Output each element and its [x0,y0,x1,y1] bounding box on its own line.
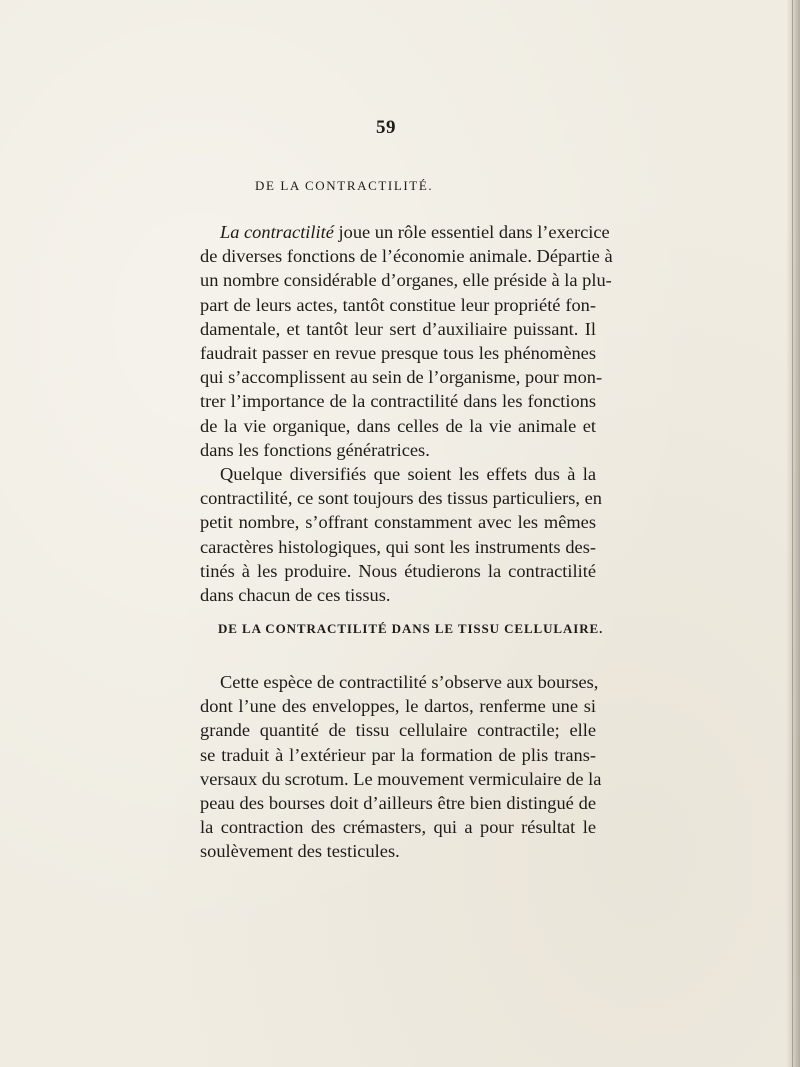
italic-lead: La contractilité [220,222,334,242]
paragraph-line: faudrait passer en revue presque tous les phénomènes [200,343,596,364]
page-edge-line [792,0,793,1067]
paragraph-line: de diverses fonctions de l’économie animale. Départie à [200,246,613,267]
section-title: DE LA CONTRACTILITÉ DANS LE TISSU CELLULAIRE. [218,621,604,636]
paragraph-line [200,220,610,244]
paragraph-line: grande quantité de tissu cellulaire contractile; elle [200,720,596,741]
paragraph-line: tinés à les produire. Nous étudierons la contractilité [200,560,596,581]
paragraph-line: petit nombre, s’offrant constamment avec les mêmes [200,512,596,533]
paragraph-line: la contraction des crémasters, qui a pour résultat le [200,817,596,838]
paragraph-line: se traduit à l’extérieur par la formation de plis trans- [200,744,596,765]
paragraph-line: de la vie organique, dans celles de la vie animale et [200,415,596,436]
paragraph-line: un nombre considérable d’organes, elle préside à la plu- [200,270,612,291]
paragraph-1 [200,220,613,462]
paragraph-line: peau des bourses doit d’ailleurs être bien distingué de [200,793,596,814]
paragraph-line: contractilité, ce sont toujours des tissus particuliers, en [200,488,602,509]
paragraph-line: part de leurs actes, tantôt constitue leur propriété fon- [200,294,596,315]
paragraph-line: qui s’accomplissent au sein de l’organisme, pour mon- [200,367,603,388]
paragraph-line: dans les fonctions génératrices. [200,439,430,460]
paragraph-2 [200,462,602,607]
page-number: 59 [376,117,396,138]
paragraph-line: caractères histologiques, qui sont les instruments des- [200,536,596,557]
paragraph-line: damentale, et tantôt leur sert d’auxiliaire puissant. Il [200,318,596,339]
paragraph-line: trer l’importance de la contractilité dans les fonctions [200,391,596,412]
page-edge-shadow [786,0,800,1067]
paragraph-line: versaux du scrotum. Le mouvement vermiculaire de la [200,768,602,789]
paragraph-line: dont l’une des enveloppes, le dartos, renferme une si [200,696,596,717]
paragraph-line: dans chacun de ces tissus. [200,585,391,606]
paragraph-line: Cette espèce de contractilité s’observe aux bourses, [220,672,599,692]
running-head: DE LA CONTRACTILITÉ. [255,178,434,193]
paragraph-line: Quelque diversifiés que soient les effets dus à la [220,464,596,484]
paragraph-3 [200,670,602,864]
line-rest: joue un rôle essentiel dans l’exercice [333,222,610,242]
paragraph-line: soulèvement des testicules. [200,841,400,862]
